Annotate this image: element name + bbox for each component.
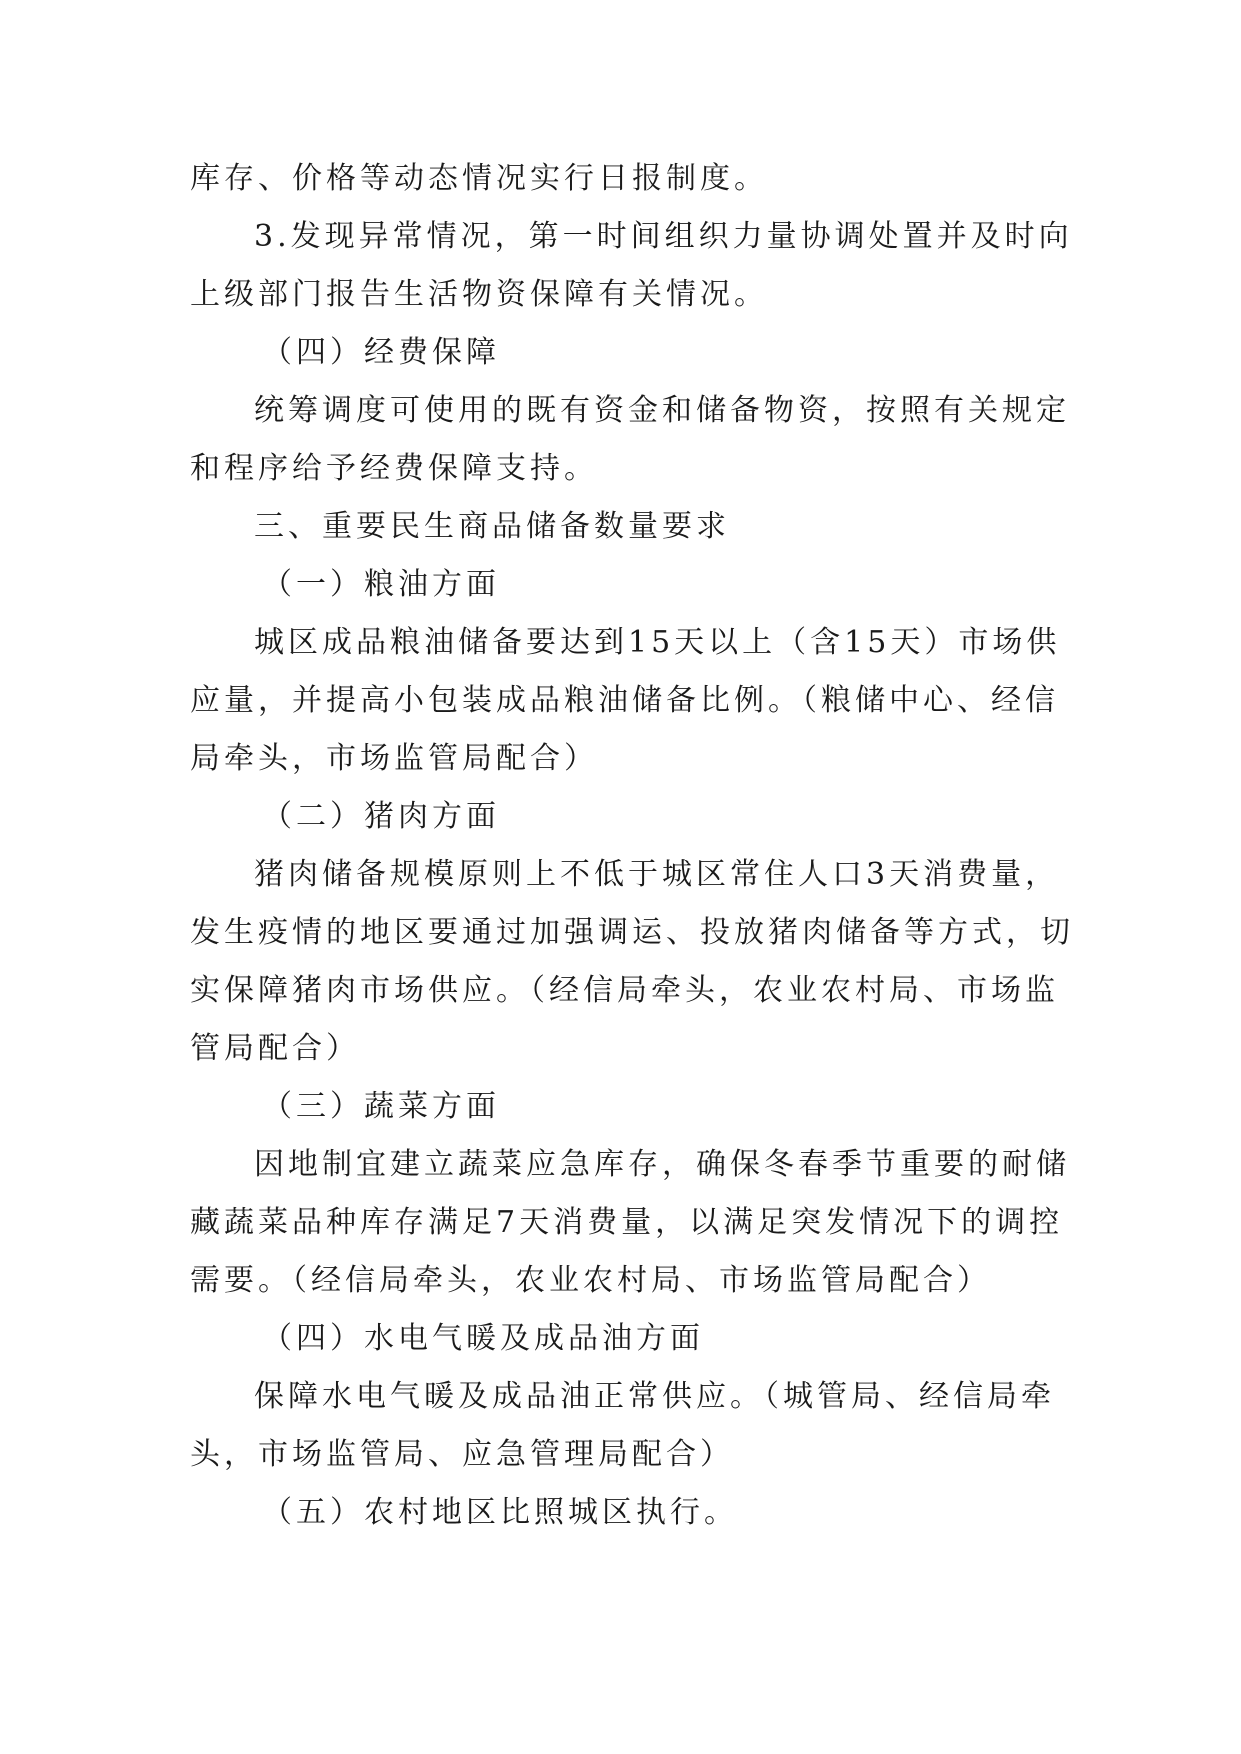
text-line: 局牵头，市场监管局配合） <box>190 741 598 776</box>
section-heading: （一）粮油方面 <box>262 567 500 602</box>
text-line: 头，市场监管局、应急管理局配合） <box>190 1437 734 1472</box>
document-body <box>190 150 1074 1542</box>
section-heading: （二）猪肉方面 <box>262 799 500 834</box>
text-line: 和程序给予经费保障支持。 <box>190 451 598 486</box>
text-line: 猪肉储备规模原则上不低于城区常住人口3天消费量， <box>254 857 1060 892</box>
text-line: 藏蔬菜品种库存满足7天消费量，以满足突发情况下的调控 <box>190 1205 1064 1240</box>
text-line: 需要。（经信局牵头，农业农村局、市场监管局配合） <box>190 1263 991 1298</box>
text-line: 3.发现异常情况，第一时间组织力量协调处置并及时向 <box>254 219 1073 254</box>
text-line: 保障水电气暖及成品油正常供应。（城管局、经信局牵 <box>254 1379 1055 1414</box>
text-line: 发生疫情的地区要通过加强调运、投放猪肉储备等方式，切 <box>190 915 1074 950</box>
text-line: 管局配合） <box>190 1031 360 1066</box>
text-line: 上级部门报告生活物资保障有关情况。 <box>190 277 768 312</box>
section-heading: （三）蔬菜方面 <box>262 1089 500 1124</box>
text-line: 应量，并提高小包装成品粮油储备比例。（粮储中心、经信 <box>190 683 1059 718</box>
section-heading: （四）水电气暖及成品油方面 <box>262 1321 704 1356</box>
text-line: 城区成品粮油储备要达到15天以上（含15天）市场供 <box>254 625 1061 660</box>
text-line: 因地制宜建立蔬菜应急库存，确保冬春季节重要的耐储 <box>254 1147 1070 1182</box>
text-line: 库存、价格等动态情况实行日报制度。 <box>190 161 768 196</box>
text-line: 实保障猪肉市场供应。（经信局牵头，农业农村局、市场监 <box>190 973 1059 1008</box>
chapter-heading: 三、重要民生商品储备数量要求 <box>254 509 730 544</box>
text-line: （五）农村地区比照城区执行。 <box>262 1495 738 1530</box>
section-heading: （四）经费保障 <box>262 335 500 370</box>
text-line: 统筹调度可使用的既有资金和储备物资，按照有关规定 <box>254 393 1070 428</box>
